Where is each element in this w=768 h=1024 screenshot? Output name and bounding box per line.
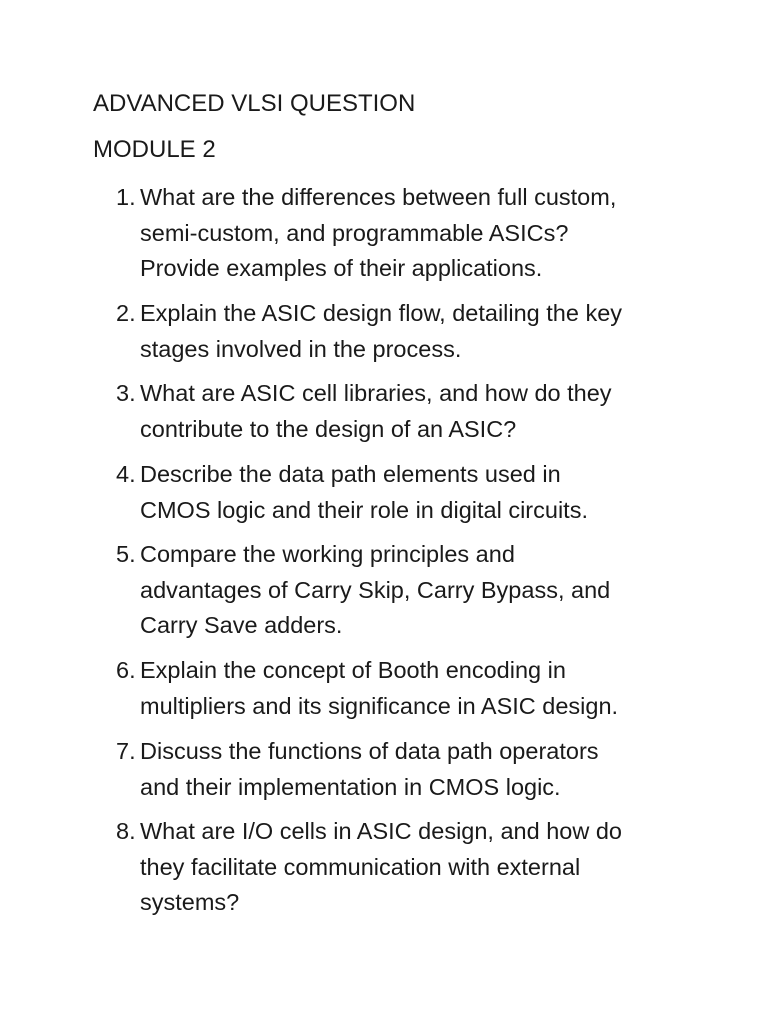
question-text: What are I/O cells in ASIC design, and how do they facilitate communication with external systems? [140,818,623,915]
question-text: Explain the concept of Booth encoding in multipliers and its significance in ASIC design. [140,657,619,719]
question-number: 3. [116,380,136,406]
question-number: 7. [116,738,136,764]
module-heading: MODULE 2 [93,136,216,163]
question-number: 8. [116,818,136,844]
question-text: Compare the working principles and advantages of Carry Skip, Carry Bypass, and Carry Save adders. [140,541,611,638]
question-number: 5. [116,541,136,567]
question-text: What are the differences between full custom, semi-custom, and programmable ASICs? Provide examples of their applications. [140,184,617,281]
question-text: Explain the ASIC design flow, detailing the key stages involved in the process. [140,300,623,362]
question-text: Discuss the functions of data path operators and their implementation in CMOS logic. [140,738,599,800]
question-number: 2. [116,300,136,326]
question-number: 1. [116,184,136,210]
question-text: Describe the data path elements used in CMOS logic and their role in digital circuits. [140,461,588,523]
document-title: ADVANCED VLSI QUESTION [93,90,416,117]
question-text: What are ASIC cell libraries, and how do they contribute to the design of an ASIC? [140,380,612,442]
question-number: 4. [116,461,136,487]
question-number: 6. [116,657,136,683]
